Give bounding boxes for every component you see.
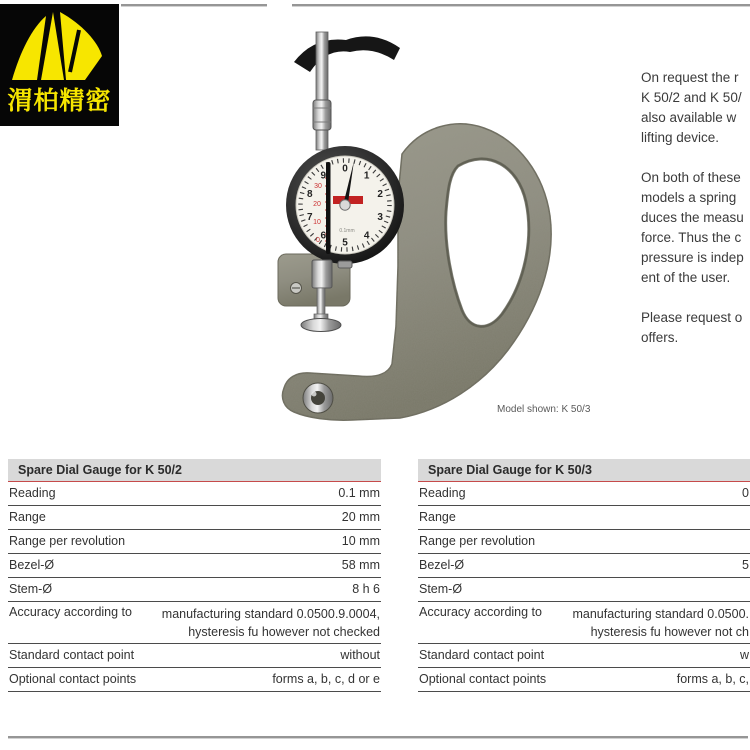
table-row: Bezel-Ø 5 (418, 554, 750, 578)
knurled-knob (313, 100, 331, 130)
intro-line: pressure is indep (641, 250, 744, 265)
needle-hub (340, 200, 350, 210)
svg-text:10: 10 (313, 219, 321, 226)
contact-foot (301, 319, 341, 332)
svg-text:0: 0 (316, 237, 320, 244)
anvil (303, 383, 333, 413)
table-row: Range per revolution (418, 530, 750, 554)
intro-line: also available w (641, 110, 737, 125)
table-row: Reading 0 (418, 482, 750, 506)
table-row: Accuracy according to manufacturing standard 0.0500. hysteresis fu however not ch (418, 602, 750, 644)
intro-line: ent of the user. (641, 270, 731, 285)
dial-gauge-photo (230, 26, 570, 426)
table-row: Accuracy according to manufacturing standard 0.0500.9.0004, hysteresis fu however not checked (8, 602, 381, 644)
table-row: Optional contact points forms a, b, c, d or e (8, 668, 381, 692)
top-divider-right (292, 4, 750, 6)
table-title: Spare Dial Gauge for K 50/2 (8, 459, 381, 482)
intro-line: On both of these (641, 170, 741, 185)
table-row: Range (418, 506, 750, 530)
svg-text:8: 8 (307, 189, 313, 200)
dial-indicator (286, 146, 404, 268)
footer-divider (8, 736, 748, 738)
svg-text:30: 30 (314, 183, 322, 190)
table-row: Optional contact points forms a, b, c, (418, 668, 750, 692)
intro-line: force. Thus the c (641, 230, 742, 245)
spec-table-k50-2 (8, 459, 381, 692)
svg-text:3: 3 (377, 212, 383, 223)
svg-text:5: 5 (342, 237, 348, 249)
intro-line: lifting device. (641, 130, 720, 145)
table-row: Stem-Ø (418, 578, 750, 602)
table-row: Range 20 mm (8, 506, 381, 530)
table-row: Reading 0.1 mm (8, 482, 381, 506)
stem (316, 32, 328, 150)
svg-text:4: 4 (363, 230, 370, 242)
intro-line: duces the measu (641, 210, 744, 225)
intro-line (641, 148, 750, 168)
revolution-pointer (326, 162, 331, 254)
svg-text:7: 7 (307, 212, 313, 223)
bezel-clamp (338, 261, 352, 268)
dial-face-label: 0.1mm (339, 228, 355, 234)
intro-line: offers. (641, 330, 679, 345)
svg-text:9: 9 (320, 170, 327, 182)
intro-line: On request the r (641, 70, 739, 85)
company-logo (0, 4, 119, 126)
table-row: Stem-Ø 8 h 6 (8, 578, 381, 602)
intro-line: models a spring (641, 190, 737, 205)
wb-fan-emblem-icon (8, 10, 111, 84)
photo-caption: Model shown: K 50/3 (497, 404, 591, 415)
table-title: Spare Dial Gauge for K 50/3 (418, 459, 750, 482)
intro-line: Please request o (641, 310, 743, 325)
intro-line: K 50/2 and K 50/ (641, 90, 742, 105)
svg-text:20: 20 (313, 201, 321, 208)
svg-text:1: 1 (363, 170, 370, 182)
svg-text:0: 0 (342, 163, 348, 175)
logo-brand-text: 渭柏精密 (7, 86, 112, 115)
table-row: Range per revolution 10 mm (8, 530, 381, 554)
intro-line (641, 288, 750, 308)
table-row: Standard contact point without (8, 644, 381, 668)
svg-text:2: 2 (377, 189, 383, 200)
spec-table-k50-3 (418, 459, 750, 692)
table-row: Standard contact point w (418, 644, 750, 668)
table-row: Bezel-Ø 58 mm (8, 554, 381, 578)
svg-text:6: 6 (320, 230, 327, 242)
lifting-lever (294, 36, 400, 72)
top-divider-left (121, 4, 267, 6)
intro-text (641, 68, 750, 348)
